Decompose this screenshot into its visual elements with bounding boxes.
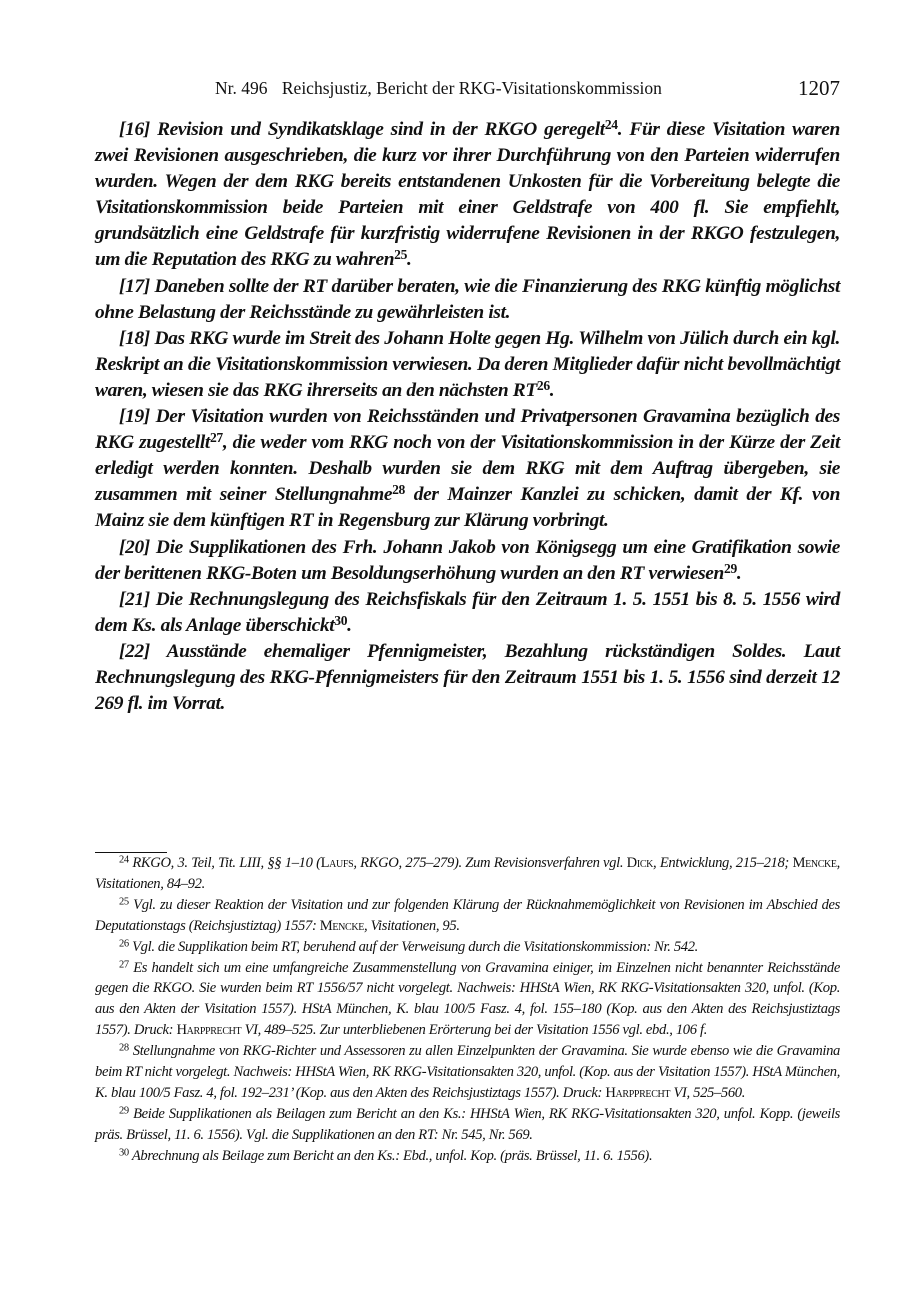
footnote-marker: 29 bbox=[119, 1105, 129, 1117]
paragraph bbox=[95, 117, 840, 274]
text-segment: der Mainzer Kanzlei zu schicken, damit der Kf. von Mainz sie dem künftigen RT in Regensburg zur Klärung vorbringt. bbox=[95, 484, 841, 532]
footnote-marker: 25 bbox=[119, 896, 129, 908]
text-segment: . bbox=[347, 614, 352, 636]
text-segment: RKGO, 3. Teil, Tit. LIII, §§ 1–10 ( bbox=[128, 855, 321, 871]
text-segment: [20] Die Supplikationen des Frh. Johann Jakob von Königsegg um eine Gratifikation sowie der berittenen RKG-Boten um Besoldungserhöhung wurden an den RT verwiesen bbox=[95, 536, 840, 584]
author-name: Mencke bbox=[792, 855, 837, 871]
text-segment: Vgl. zu dieser Reaktion der Visitation und zur folgenden Klärung der Rücknahmemöglichkeit von Revisionen im Abschied des Deputationstags (Reichsjustiztag) 1557: bbox=[95, 896, 840, 934]
footnote-marker: 28 bbox=[392, 482, 405, 498]
footnotes bbox=[95, 853, 840, 1167]
text-segment: , Visitationen, 95. bbox=[363, 917, 460, 934]
text-segment: , Entwicklung, 215–218; bbox=[653, 855, 793, 871]
text-segment: . Für diese Visitation waren zwei Revisionen ausgeschrieben, die kurz vor ihrer Durchführung von den Parteien widerrufen wurden. Wegen der dem RKG bereits entstandenen Unkosten für die Vorbereitung belegte die Visitationskommission beide Parteien mit einer Geldstrafe von 400 fl. Sie empfiehlt, grundsätzlich eine Geldstrafe für kurzfristig widerrufene Revisionen in der RKGO festzulegen, um die Reputation des RKG zu wahren bbox=[95, 119, 840, 271]
running-header bbox=[95, 78, 840, 104]
footnote-marker: 29 bbox=[724, 560, 737, 576]
footnote bbox=[95, 853, 840, 895]
text-segment: , die weder vom RKG noch von der Visitationskommission in der Kürze der Zeit erledigt werden konnten. Deshalb wurden sie dem RKG mit dem Auftrag übergeben, sie zusammen mit seiner Stellungnahme bbox=[95, 432, 840, 506]
author-name: Harpprecht bbox=[176, 1022, 242, 1039]
text-segment: . bbox=[736, 562, 742, 584]
paragraph bbox=[95, 326, 840, 404]
footnote-marker: 26 bbox=[119, 937, 129, 949]
footnote bbox=[95, 1041, 840, 1104]
main-text bbox=[95, 117, 840, 717]
text-segment: . bbox=[407, 249, 412, 271]
author-name: Laufs bbox=[320, 855, 354, 871]
footnote bbox=[95, 895, 840, 937]
text-segment: Es handelt sich um eine umfangreiche Zusammenstellung von Gravamina einiger, im Einzelnen nicht benannter Reichsstände gegen die RKGO. Sie wurden beim RT 1556/57 nicht vorgelegt. Nachweis: HHStA Wien, RK RKG-Visitationsakten 320, unfol. (Kop. aus den Akten der Visitation 1557). HStA München, K. blau 100/5 Fasz. 4, fol. 155–180 (Kop. aus den Akten des Reichsjustiztags 1557). Druck: bbox=[95, 959, 840, 1039]
text-segment: VI, 489–525. Zur unterbliebenen Erörterung bei der Visitation 1556 vgl. ebd., 106 f. bbox=[241, 1022, 707, 1039]
text-segment: VI, 525–560. bbox=[670, 1084, 746, 1101]
text-segment: Vgl. die Supplikation beim RT, beruhend auf der Verweisung durch die Visitationskommission: Nr. 542. bbox=[128, 938, 698, 955]
author-name: Dick bbox=[626, 855, 654, 871]
footnote-marker: 27 bbox=[209, 430, 223, 446]
text-segment: , RKGO, 275–279). Zum Revisionsverfahren vgl. bbox=[353, 855, 627, 871]
footnote-marker: 30 bbox=[119, 1146, 129, 1158]
page-number: 1207 bbox=[798, 76, 840, 100]
paragraph bbox=[95, 535, 840, 587]
document-number: Nr. 496 bbox=[215, 78, 268, 98]
text-segment: [16] Revision und Syndikatsklage sind in der RKGO geregelt bbox=[119, 119, 605, 140]
paragraph bbox=[95, 587, 840, 639]
footnote-marker: 30 bbox=[334, 612, 348, 628]
paragraph bbox=[95, 274, 840, 326]
author-name: Mencke bbox=[319, 917, 364, 934]
text-segment: [18] Das RKG wurde im Streit des Johann Holte gegen Hg. Wilhelm von Jülich durch ein kgl. Reskript an die Visitationskommission verwiesen. Da deren Mitglieder dafür nicht bevollmächtigt waren, wiesen sie das RKG ihrerseits an den nächsten RT bbox=[95, 327, 840, 401]
text-segment: Abrechnung als Beilage zum Bericht an den Ks.: Ebd., unfol. Kop. (präs. Brüssel, 11. 6. 1556). bbox=[128, 1147, 653, 1164]
text-segment: . bbox=[549, 379, 555, 401]
paragraph bbox=[95, 639, 840, 717]
running-title bbox=[215, 78, 662, 99]
footnote-marker: 28 bbox=[119, 1042, 129, 1054]
footnote-marker: 25 bbox=[394, 247, 408, 263]
footnote bbox=[95, 1146, 840, 1167]
text-segment: [21] Die Rechnungslegung des Reichsfiskals für den Zeitraum 1. 5. 1551 bis 8. 5. 1556 wird dem Ks. als Anlage überschickt bbox=[95, 588, 840, 636]
text-segment: [22] Ausstände ehemaliger Pfennigmeister, Bezahlung rückständigen Soldes. Laut Rechnungslegung des RKG-Pfennigmeisters für den Zeitraum 1551 bis 1. 5. 1556 sind derzeit 12 269 fl. im Vorrat. bbox=[95, 640, 840, 715]
text-segment: Stellungnahme von RKG-Richter und Assessoren zu allen Einzelpunkten der Gravamina. Sie wurde ebenso wie die Gravamina beim RT nicht vorgelegt. Nachweis: HHStA Wien, RK RKG-Visitationsakten 320, unfol. (Kop. aus der Visitation 1557). HStA München, K. blau 100/5 Fasz. 4, fol. 192–231’ (Kop. aus den Akten des Reichsjustiztags 1557). Druck: bbox=[95, 1043, 840, 1101]
text-segment: [17] Daneben sollte der RT darüber beraten, wie die Finanzierung des RKG künftig möglichst ohne Belastung der Reichsstände zu gewährleisten ist. bbox=[95, 275, 840, 323]
footnote-marker: 27 bbox=[119, 958, 129, 970]
text-segment: , Visitationen, 84–92. bbox=[95, 855, 840, 892]
footnote bbox=[95, 937, 840, 958]
footnote bbox=[95, 1104, 840, 1146]
author-name: Harpprecht bbox=[605, 1084, 671, 1101]
footnote-marker: 26 bbox=[536, 377, 550, 393]
text-segment: Beide Supplikationen als Beilagen zum Bericht an den Ks.: HHStA Wien, RK RKG-Visitationsakten 320, unfol. Kopp. (jeweils präs. Brüssel, 11. 6. 1556). Vgl. die Supplikationen an den RT: Nr. 545, Nr. 569. bbox=[95, 1105, 840, 1143]
text-segment: [19] Der Visitation wurden von Reichsständen und Privatpersonen Gravamina bezüglich des RKG zugestellt bbox=[95, 406, 840, 454]
paragraph bbox=[95, 404, 840, 534]
footnote-marker: 24 bbox=[119, 854, 129, 866]
footnote-marker: 24 bbox=[604, 116, 618, 132]
footnote bbox=[95, 958, 840, 1042]
header-title: Reichsjustiz, Bericht der RKG-Visitationskommission bbox=[281, 78, 662, 98]
